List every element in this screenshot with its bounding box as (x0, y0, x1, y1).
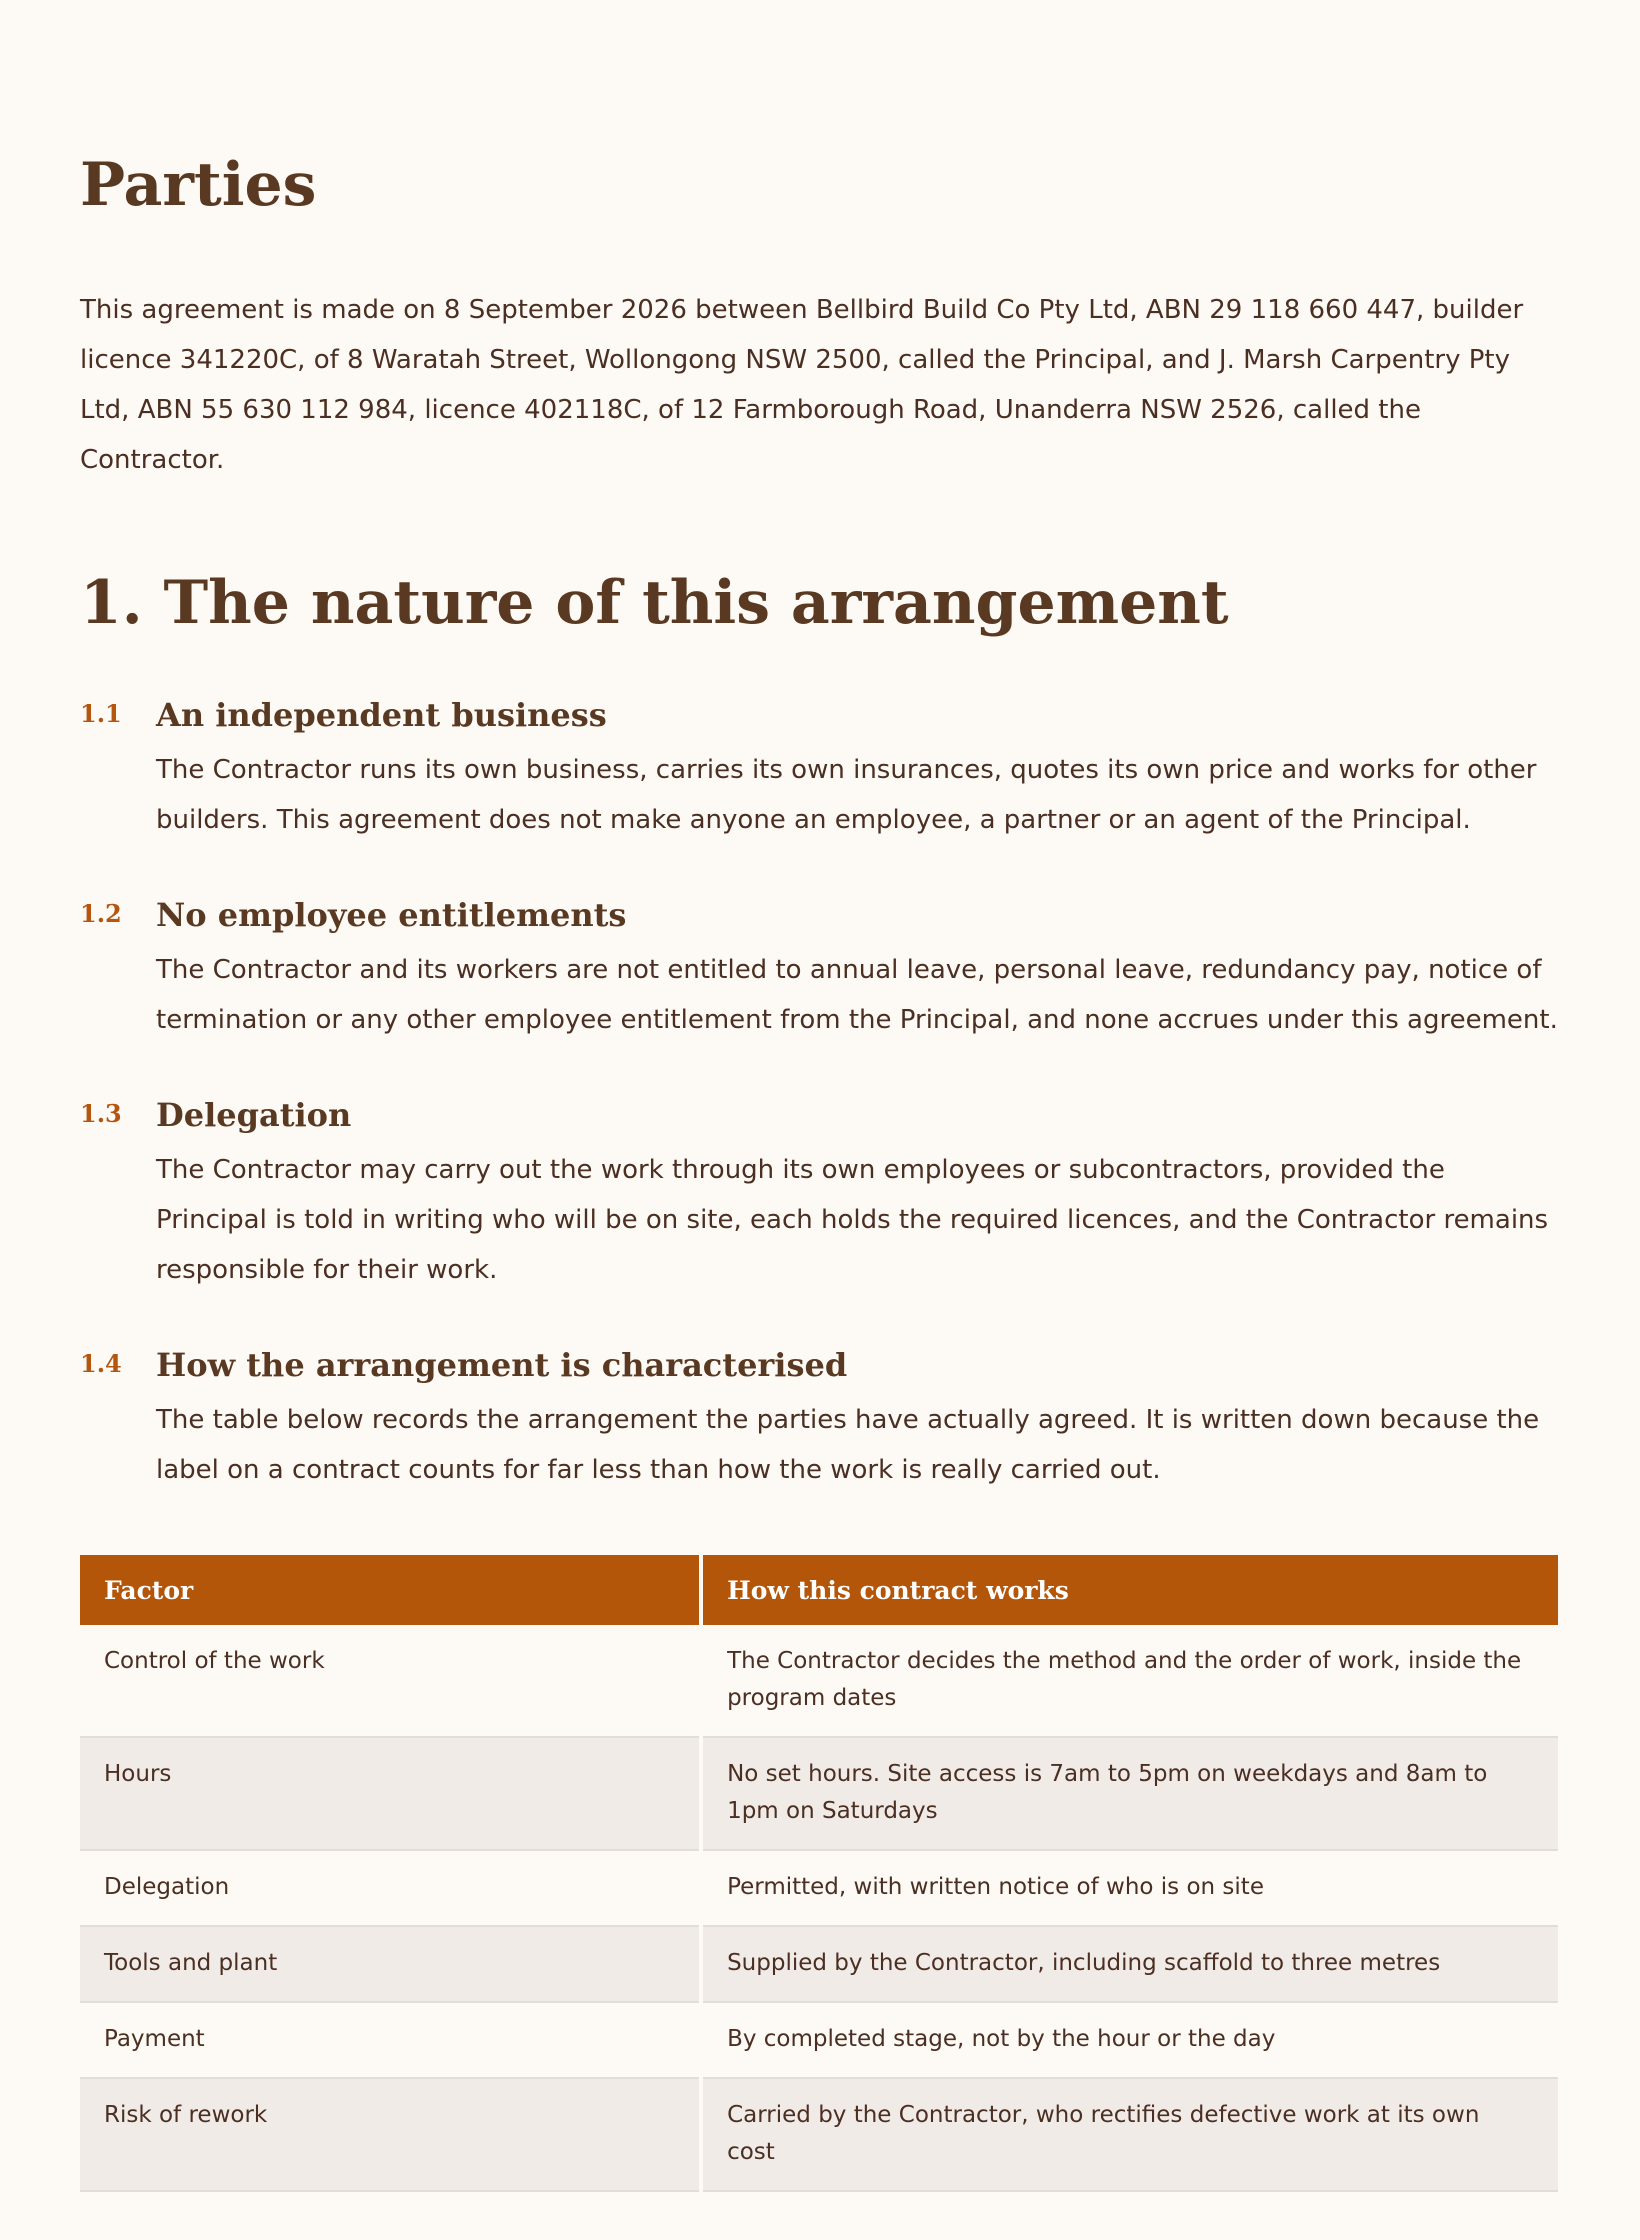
clause-body: The Contractor runs its own business, carries its own insurances, quotes its own price and works for other builders. This agreement does not make anyone an employee, a partner or an agent of the Principal. (156, 755, 1537, 835)
clause-number: 1.3 (80, 1099, 122, 1128)
clause-heading: How the arrangement is characterised (156, 1346, 848, 1384)
clause-heading: An independent business (156, 696, 607, 734)
clause-1-2 (80, 893, 1560, 1045)
table-row (80, 1927, 1558, 2003)
clause-1-3 (80, 1093, 1560, 1295)
table-row (80, 1625, 1558, 1738)
clause-body: The Contractor and its workers are not entitled to annual leave, personal leave, redundancy pay, notice of termination or any other employee entitlement from the Principal, and none accrues under this agreement. (156, 955, 1558, 1035)
table-row (80, 1851, 1558, 1927)
clause-list (80, 693, 1560, 1495)
clause-1-1 (80, 693, 1560, 845)
clause-heading: Delegation (156, 1096, 352, 1134)
table-cell-factor: Tools and plant (80, 1927, 699, 2003)
clause-heading: No employee entitlements (156, 896, 627, 934)
table-cell-detail: Permitted, with written notice of who is on site (703, 1851, 1558, 1927)
clause-body: The Contractor may carry out the work through its own employees or subcontractors, provided the Principal is told in writing who will be on site, each holds the required licences, and the Contractor remains responsible for their work. (156, 1155, 1549, 1285)
table-cell-factor: Control of the work (80, 1625, 699, 1738)
parties-heading: Parties (80, 150, 317, 220)
table-cell-detail: No set hours. Site access is 7am to 5pm on weekdays and 8am to 1pm on Saturdays (703, 1738, 1558, 1851)
table-row (80, 1738, 1558, 1851)
clause-body: The table below records the arrangement the parties have actually agreed. It is written down because the label on a contract counts for far less than how the work is really carried out. (156, 1405, 1540, 1485)
table-cell-detail: Carried by the Contractor, who rectifies defective work at its own cost (703, 2079, 1558, 2192)
table-cell-factor: Hours (80, 1738, 699, 1851)
characterisation-table (76, 1555, 1562, 2192)
table-header-factor: Factor (80, 1555, 699, 1625)
section-1-heading: 1. The nature of this arrangement (80, 568, 1229, 638)
clause-1-4 (80, 1343, 1560, 1495)
clause-number: 1.1 (80, 699, 122, 728)
table-cell-factor: Delegation (80, 1851, 699, 1927)
table-header-row (80, 1555, 1558, 1625)
table-cell-detail: The Contractor decides the method and the order of work, inside the program dates (703, 1625, 1558, 1738)
table-row (80, 2003, 1558, 2079)
table-header-how: How this contract works (703, 1555, 1558, 1625)
table-cell-detail: By completed stage, not by the hour or the day (703, 2003, 1558, 2079)
table-cell-factor: Risk of rework (80, 2079, 699, 2192)
clause-number: 1.4 (80, 1349, 122, 1378)
table-cell-detail: Supplied by the Contractor, including scaffold to three metres (703, 1927, 1558, 2003)
parties-paragraph: This agreement is made on 8 September 2026 between Bellbird Build Co Pty Ltd, ABN 29 118 660 447, builder licence 341220C, of 8 Waratah Street, Wollongong NSW 2500, called the Principal, and J. Marsh Carpentry Pty Ltd, ABN 55 630 112 984, licence 402118C, of 12 Farmborough Road, Unanderra NSW 2526, called the Contractor. (80, 295, 1524, 475)
clause-number: 1.2 (80, 899, 122, 928)
table-row (80, 2079, 1558, 2192)
table-cell-factor: Payment (80, 2003, 699, 2079)
